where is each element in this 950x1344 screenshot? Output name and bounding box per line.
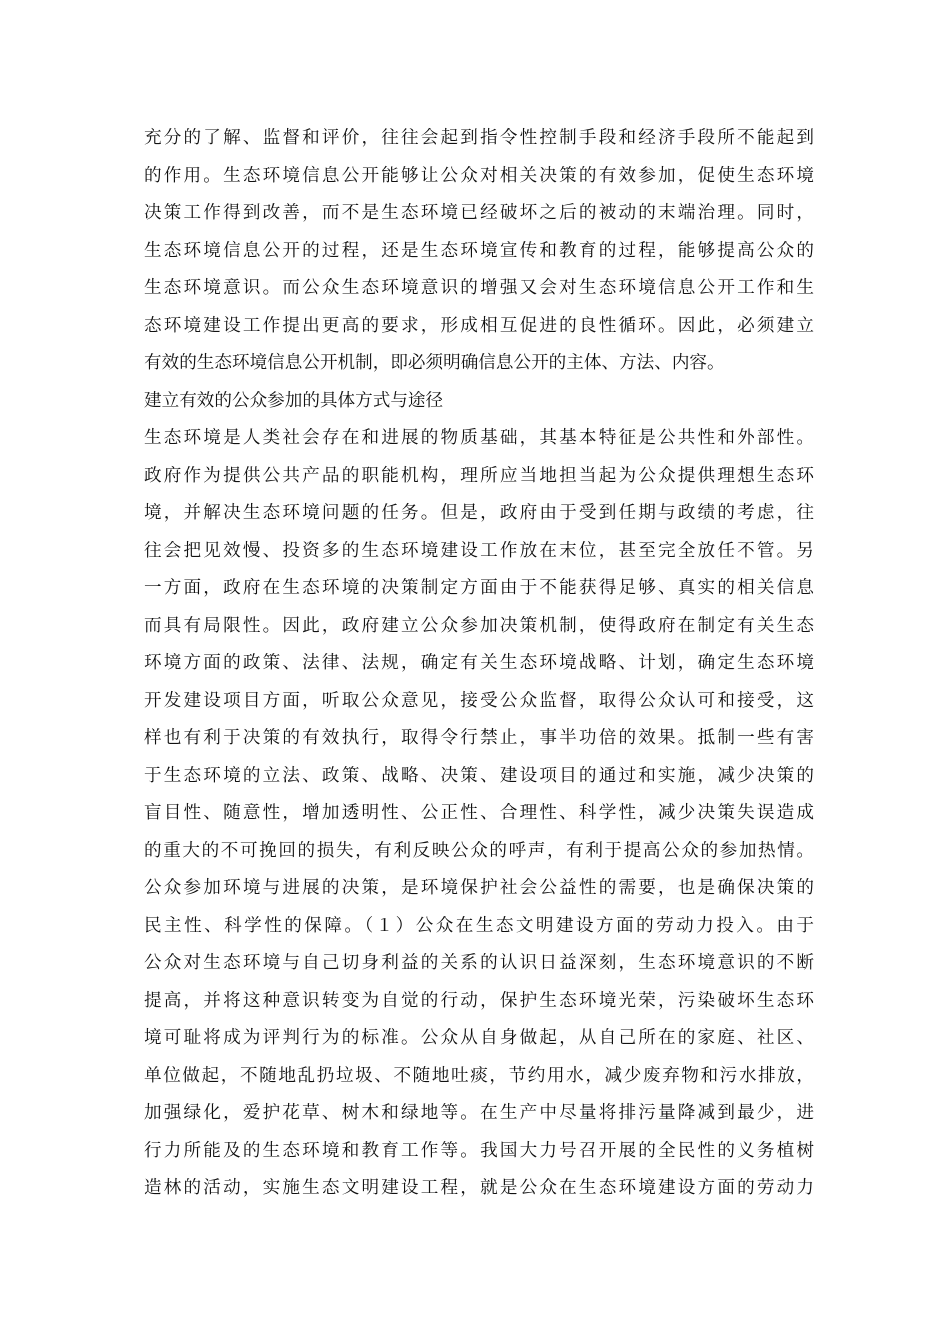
text-line: 加强绿化，爱护花草、树木和绿地等。在生产中尽量将排污量降减到最少，进 (144, 1103, 814, 1123)
text-line: 单位做起，不随地乱扔垃圾、不随地吐痰，节约用水，减少废弃物和污水排放， (144, 1065, 814, 1086)
text-line: 生态环境信息公开的过程，还是生态环境宣传和教育的过程，能够提高公众的 (144, 240, 814, 261)
text-line: 境可耻将成为评判行为的标准。公众从自身做起，从自己所在的家庭、社区、 (144, 1028, 814, 1048)
text-line: 决策工作得到改善，而不是生态环境已经破坏之后的被动的末端治理。同时， (144, 203, 814, 223)
text-line: 充分的了解、监督和评价，往往会起到指令性控制手段和经济手段所不能起到 (144, 128, 814, 148)
section-heading: 建立有效的公众参加的具体方式与途径 (144, 390, 444, 411)
body-text (144, 120, 814, 1208)
text-line: 盲目性、随意性，增加透明性、公正性、合理性、科学性，减少决策失误造成 (144, 803, 814, 823)
text-line: 公众参加环境与进展的决策，是环境保护社会公益性的需要，也是确保决策的 (144, 878, 814, 898)
text-line: 开发建设项目方面，听取公众意见，接受公众监督，取得公众认可和接受，这 (144, 690, 814, 711)
text-line: 提高，并将这种意识转变为自觉的行动，保护生态环境光荣，污染破坏生态环 (144, 990, 814, 1011)
text-line: 态环境建设工作提出更高的要求，形成相互促进的良性循环。因此，必须建立 (144, 315, 814, 336)
text-line: 环境方面的政策、法律、法规，确定有关生态环境战略、计划，确定生态环境 (144, 653, 814, 673)
text-line: 的重大的不可挽回的损失，有利反映公众的呼声，有利于提高公众的参加热情。 (144, 840, 814, 861)
text-line: 有效的生态环境信息公开机制，即必须明确信息公开的主体、方法、内容。 (144, 353, 725, 373)
text-line: 造林的活动，实施生态文明建设工程，就是公众在生态环境建设方面的劳动力 (144, 1178, 814, 1198)
text-line: 行力所能及的生态环境和教育工作等。我国大力号召开展的全民性的义务植树 (144, 1140, 814, 1161)
text-line: 一方面，政府在生态环境的决策制定方面由于不能获得足够、真实的相关信息 (144, 578, 814, 598)
text-line: 的作用。生态环境信息公开能够让公众对相关决策的有效参加，促使生态环境 (144, 165, 814, 186)
text-line: 于生态环境的立法、政策、战略、决策、建设项目的通过和实施，减少决策的 (144, 765, 814, 786)
text-line: 往会把见效慢、投资多的生态环境建设工作放在末位，甚至完全放任不管。另 (144, 540, 814, 561)
text-line: 生态环境是人类社会存在和进展的物质基础，其基本特征是公共性和外部性。 (144, 428, 814, 448)
text-line: 样也有利于决策的有效执行，取得令行禁止，事半功倍的效果。抵制一些有害 (144, 728, 814, 748)
text-line: 政府作为提供公共产品的职能机构，理所应当地担当起为公众提供理想生态环 (144, 465, 814, 486)
text-line: 生态环境意识。而公众生态环境意识的增强又会对生态环境信息公开工作和生 (144, 278, 814, 298)
text-line: 公众对生态环境与自己切身利益的关系的认识日益深刻，生态环境意识的不断 (144, 953, 814, 973)
text-line: 而具有局限性。因此，政府建立公众参加决策机制，使得政府在制定有关生态 (144, 615, 814, 636)
text-line: 民主性、科学性的保障。（１）公众在生态文明建设方面的劳动力投入。由于 (144, 915, 814, 936)
text-line: 境，并解决生态环境问题的任务。但是，政府由于受到任期与政绩的考虑，往 (144, 503, 814, 523)
